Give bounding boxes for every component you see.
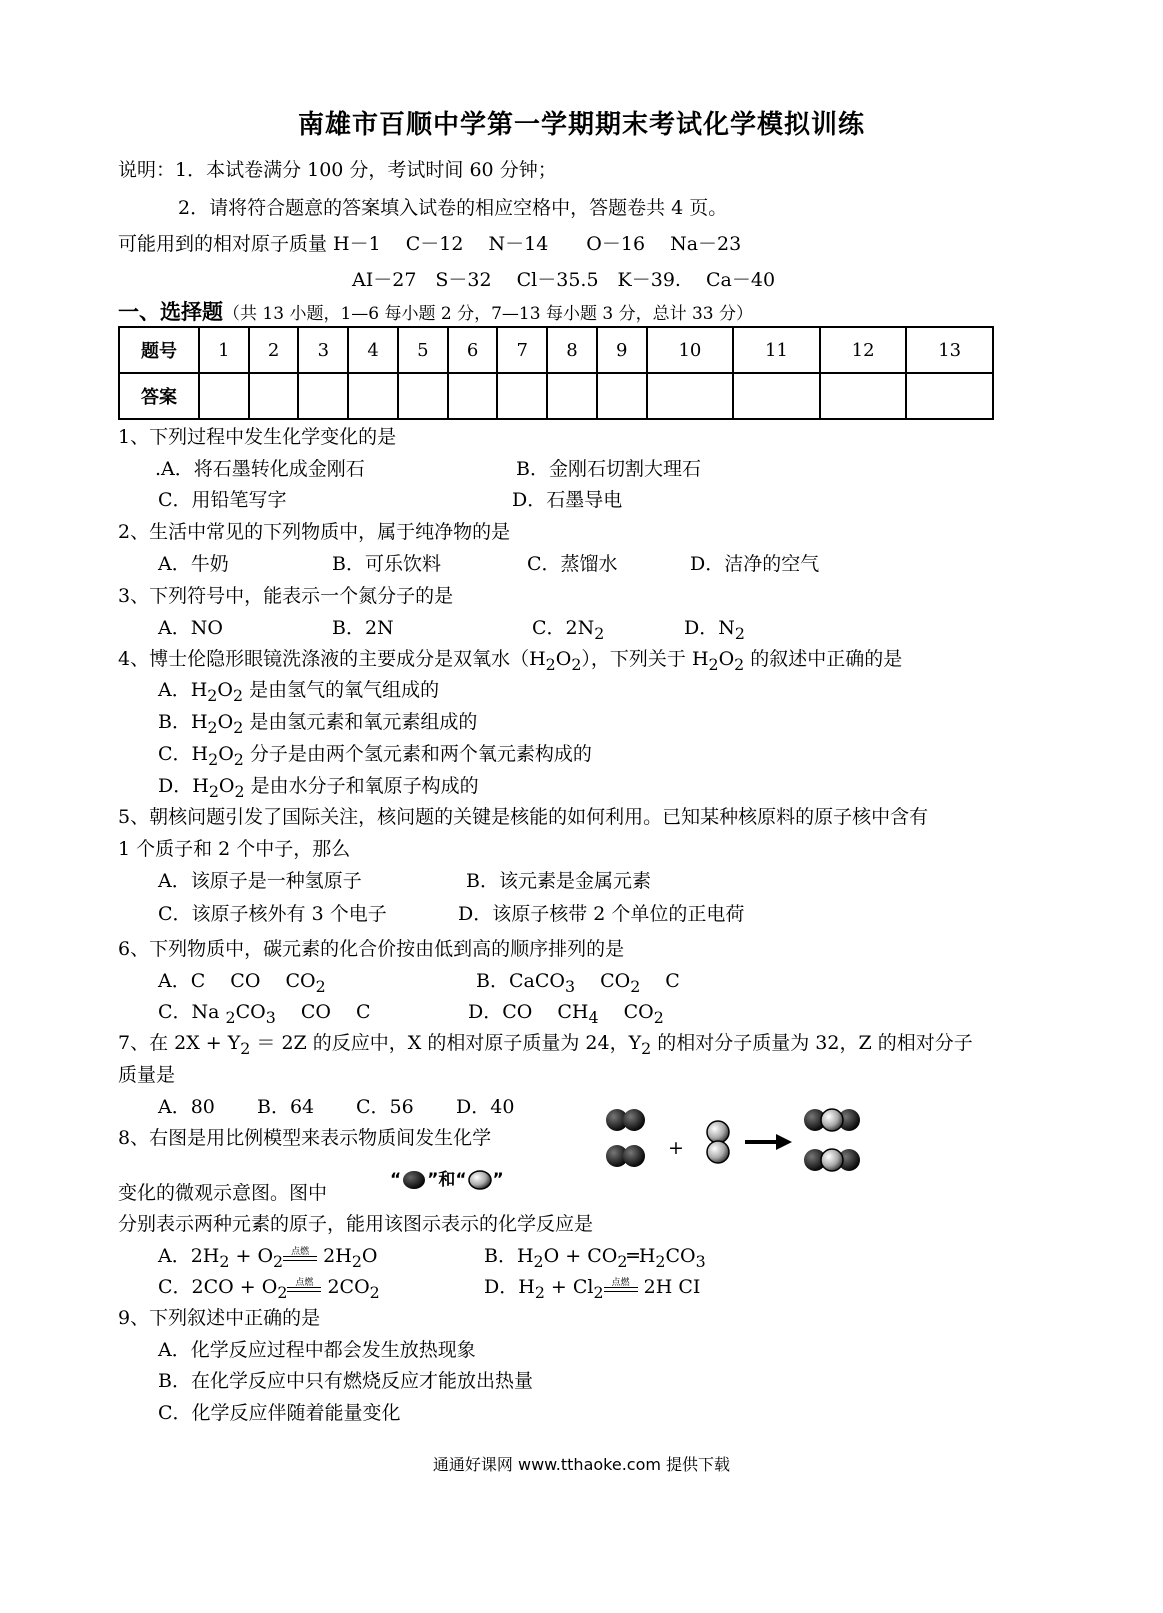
q6-stem: 6、下列物质中，碳元素的化合价按由低到高的顺序排列的是 [118,938,625,960]
q5-option-d: D．该原子核带 2 个单位的正电荷 [458,903,745,925]
q6-option-a: A．C CO $CO_2$ [158,970,326,996]
reaction-condition: 点燃 [287,1285,321,1292]
answer-table [118,326,994,420]
q5-option-b: B．该元素是金属元素 [466,870,651,892]
page-title: 南雄市百顺中学第一学期期末考试化学模拟训练 [297,110,865,140]
row-label-number: 题号 [119,327,199,373]
reaction-condition: 点燃 [283,1254,317,1261]
q1-option-a: .A．将石墨转化成金刚石 [155,458,365,480]
reactant-molecule-dark [606,1145,645,1167]
q5-stem-line-1: 5、朝核问题引发了国际关注，核问题的关键是核能的如何利用。已知某种核原料的原子核中含有 [118,806,929,828]
q4-option-b: B．$H_2O_2$ 是由氢元素和氧元素组成的 [158,711,478,737]
q1-option-b: B．金刚石切割大理石 [516,458,701,480]
dark-atom-icon [401,1170,427,1190]
question-number: 6 [448,327,498,373]
answer-table-answer-row [119,373,993,419]
answer-cell[interactable] [199,373,249,419]
q2-option-a: A．牛奶 [158,553,229,575]
answer-cell[interactable] [249,373,299,419]
answer-cell[interactable] [298,373,348,419]
atomic-mass-line-2: AI－27 S－32 Cl－35.5 K－39. Ca－40 [352,269,776,291]
q1-option-d: D．石墨导电 [512,489,623,511]
q6-option-d: D．CO $CH_4$ $CO_2$ [468,1001,664,1027]
q7-option-b: B．64 [257,1096,315,1118]
q2-option-b: B．可乐饮料 [332,553,441,575]
q8-option-a: A．$2H_2 + O_2$ 点燃 $2H_2O$ [158,1245,378,1271]
reactant-molecule-light [707,1121,729,1163]
question-number: 10 [647,327,734,373]
question-number: 2 [249,327,299,373]
page-footer: 通通好课网 www.tthaoke.com 提供下载 [432,1455,731,1474]
answer-cell[interactable] [597,373,647,419]
q6-option-b: B．CaCO$_3$ $CO_2$ C [476,970,680,996]
answer-cell[interactable] [398,373,448,419]
product-molecule [804,1149,860,1171]
q3-option-d: D．$N_2$ [684,617,745,643]
q8-option-b: B．$H_2O$ + $CO_2═H_2CO_3$ [484,1245,706,1271]
q8-stem-line-3: 分别表示两种元素的原子，能用该图示表示的化学反应是 [118,1213,594,1235]
atomic-mass-line-1: 可能用到的相对原子质量 H－1 C－12 N－14 O－16 Na－23 [118,233,742,255]
plus-sign: + [668,1137,684,1159]
q9-option-a: A．化学反应过程中都会发生放热现象 [158,1339,476,1361]
q3-stem: 3、下列符号中，能表示一个氮分子的是 [118,585,454,607]
q8-option-c: C．$2CO + O_2$ 点燃 $2CO_2$ [158,1276,380,1302]
q8-stem-line-1: 8、右图是用比例模型来表示物质间发生化学 [118,1127,492,1149]
question-number: 7 [497,327,547,373]
reaction-arrow [745,1134,792,1150]
q4-option-c: C．$H_2O_2$ 分子是由两个氢元素和两个氧元素构成的 [158,743,592,769]
question-number: 11 [733,327,820,373]
section-heading [118,300,753,326]
q4-option-a: A．$H_2O_2$ 是由氢气的氧气组成的 [158,679,440,705]
q6-option-c: C．Na $_2CO_3$ CO C [158,1001,371,1027]
question-number: 12 [820,327,907,373]
note-1: 说明：1．本试卷满分 100 分，考试时间 60 分钟； [118,159,557,181]
q9-option-c: C．化学反应伴随着能量变化 [158,1402,401,1424]
section-title: 一、选择题 [118,300,223,324]
question-number: 13 [906,327,993,373]
q4-stem: 4、博士伦隐形眼镜洗涤液的主要成分是双氧水$(H_2O_2)$，下列关于 $H_2O_2$ 的叙述中正确的是 [118,648,903,674]
q9-option-b: B．在化学反应中只有燃烧反应才能放出热量 [158,1370,533,1392]
row-label-answer: 答案 [119,373,199,419]
q7-stem-line-1: 7、在 $2X + Y_2 = 2Z$ 的反应中，X 的相对原子质量为 24，$Y_2$ 的相对分子质量为 32，Z 的相对分子 [118,1032,973,1058]
answer-table-number-row [119,327,993,373]
reactant-molecule-dark [606,1109,645,1131]
question-number: 1 [199,327,249,373]
q1-stem: 1、下列过程中发生化学变化的是 [118,426,397,448]
reaction-condition: 点燃 [604,1285,638,1292]
q4-option-d: D．$H_2O_2$ 是由水分子和氧原子构成的 [158,775,479,801]
q8-option-d: D．$H_2 + Cl_2$ 点燃 2H CI [484,1276,701,1302]
question-number: 8 [547,327,597,373]
q1-option-c: C．用铅笔写字 [158,489,287,511]
q3-option-b: B．2N [332,617,394,639]
q7-stem-line-2: 质量是 [118,1064,176,1086]
q7-option-c: C．56 [356,1096,414,1118]
q7-option-d: D．40 [456,1096,515,1118]
answer-cell[interactable] [906,373,993,419]
q8-legend: “ ”和“ ” [390,1170,504,1190]
note-2: 2．请将符合题意的答案填入试卷的相应空格中，答题卷共 4 页。 [178,197,728,219]
reaction-model-diagram [600,1102,870,1182]
answer-cell[interactable] [820,373,907,419]
question-number: 3 [298,327,348,373]
product-molecule [804,1109,860,1131]
section-desc: （共 13 小题，1—6 每小题 2 分，7—13 每小题 3 分，总计 33 分） [223,304,754,324]
question-number: 5 [398,327,448,373]
answer-cell[interactable] [497,373,547,419]
q8-stem-line-2: 变化的微观示意图。图中 [118,1182,328,1204]
q3-option-c: C．$2N_2$ [532,617,605,643]
q2-option-c: C．蒸馏水 [527,553,618,575]
question-number: 4 [348,327,398,373]
q2-stem: 2、生活中常见的下列物质中，属于纯净物的是 [118,521,511,543]
q5-option-a: A．该原子是一种氢原子 [158,870,362,892]
q3-option-a: A．NO [158,617,223,639]
question-number: 9 [597,327,647,373]
q9-stem: 9、下列叙述中正确的是 [118,1307,321,1329]
answer-cell[interactable] [647,373,734,419]
answer-cell[interactable] [448,373,498,419]
q5-stem-line-2: 1 个质子和 2 个中子，那么 [118,838,351,860]
answer-cell[interactable] [733,373,820,419]
answer-cell[interactable] [547,373,597,419]
light-atom-icon [467,1170,493,1190]
q7-option-a: A．80 [158,1096,215,1118]
q5-option-c: C．该原子核外有 3 个电子 [158,903,387,925]
answer-cell[interactable] [348,373,398,419]
q2-option-d: D．洁净的空气 [690,553,820,575]
